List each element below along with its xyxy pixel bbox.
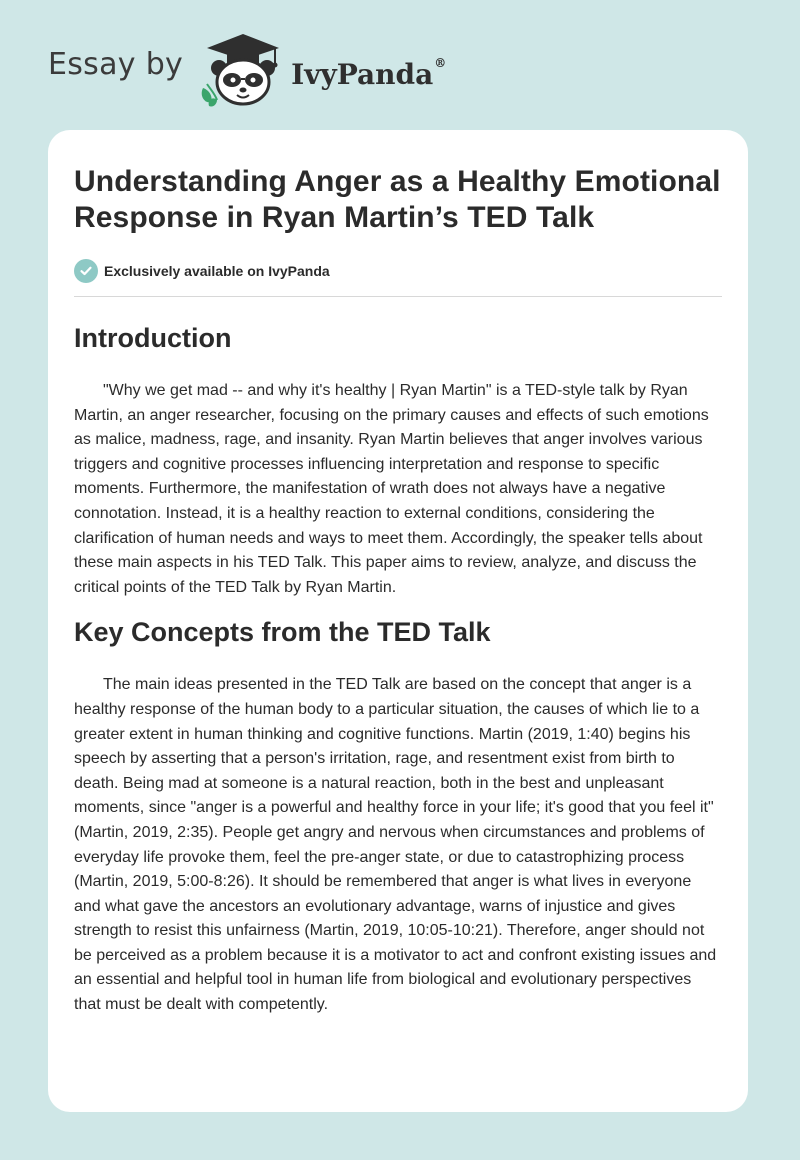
registered-mark: ® [434, 55, 447, 70]
section-paragraph-introduction: "Why we get mad -- and why it's healthy | Ryan Martin" is a TED-style talk by Ryan Martin, an anger researcher, focusing on the primary causes and effects of such emotions as malice, madness, rage, and insanity. Ryan Martin believes that anger involves various triggers and cognitive processes influencing interpretation and response to specific moments. Furthermore, the manifestation of wrath does not always have a negative connotation. Instead, it is a healthy reaction to external conditions, considering the clarification of human needs and ways to meet them. Accordingly, the speaker tells about these main aspects in his TED Talk. This paper aims to review, analyze, and discuss the critical points of the TED Talk by Ryan Martin. [74, 382, 709, 596]
essay-content [74, 164, 722, 1018]
section-paragraph-key-concepts: The main ideas presented in the TED Talk are based on the concept that anger is a healthy response of the human body to a particular situation, the causes of which lie to a greater extent in human thinking and cognitive functions. Martin (2019, 1:40) begins his speech by asserting that a person's irritation, rage, and resentment exist from birth to death. Being mad at someone is a natural reaction, both in the best and unpleasant moments, since "anger is a powerful and healthy force in your life; it's good that you feel it" (Martin, 2019, 2:35). People get angry and nervous when circumstances and problems of everyday life provoke them, feel the pre-anger state, or due to catastrophizing process (Martin, 2019, 5:00-8:26). It should be remembered that anger is what lives in everyone and what gave the ancestors an evolutionary advantage, warns of injustice and gives strength to resist this unfairness (Martin, 2019, 10:05-10:21). Therefore, anger should not be perceived as a problem because it is a motivator to act and confront existing issues and an essential and helpful tool in human life from biological and evolutionary perspectives that must be dealt with competently. [74, 676, 717, 1014]
essay-title: Understanding Anger as a Healthy Emotional Response in Ryan Martin’s TED Talk [74, 165, 721, 234]
section-heading-introduction: Introduction [74, 323, 232, 353]
essay-by-label: Essay by [48, 46, 184, 82]
divider [74, 296, 722, 297]
section-heading-key-concepts: Key Concepts from the TED Talk [74, 617, 491, 648]
exclusive-badge-label: Exclusively available on IvyPanda [104, 263, 330, 279]
brand-name[interactable]: IvyPanda® [291, 55, 447, 91]
panda-graduate-icon[interactable] [197, 30, 287, 110]
site-header [48, 30, 446, 110]
check-circle-icon [74, 259, 98, 283]
exclusive-badge [74, 258, 722, 284]
essay-card [48, 130, 748, 1112]
